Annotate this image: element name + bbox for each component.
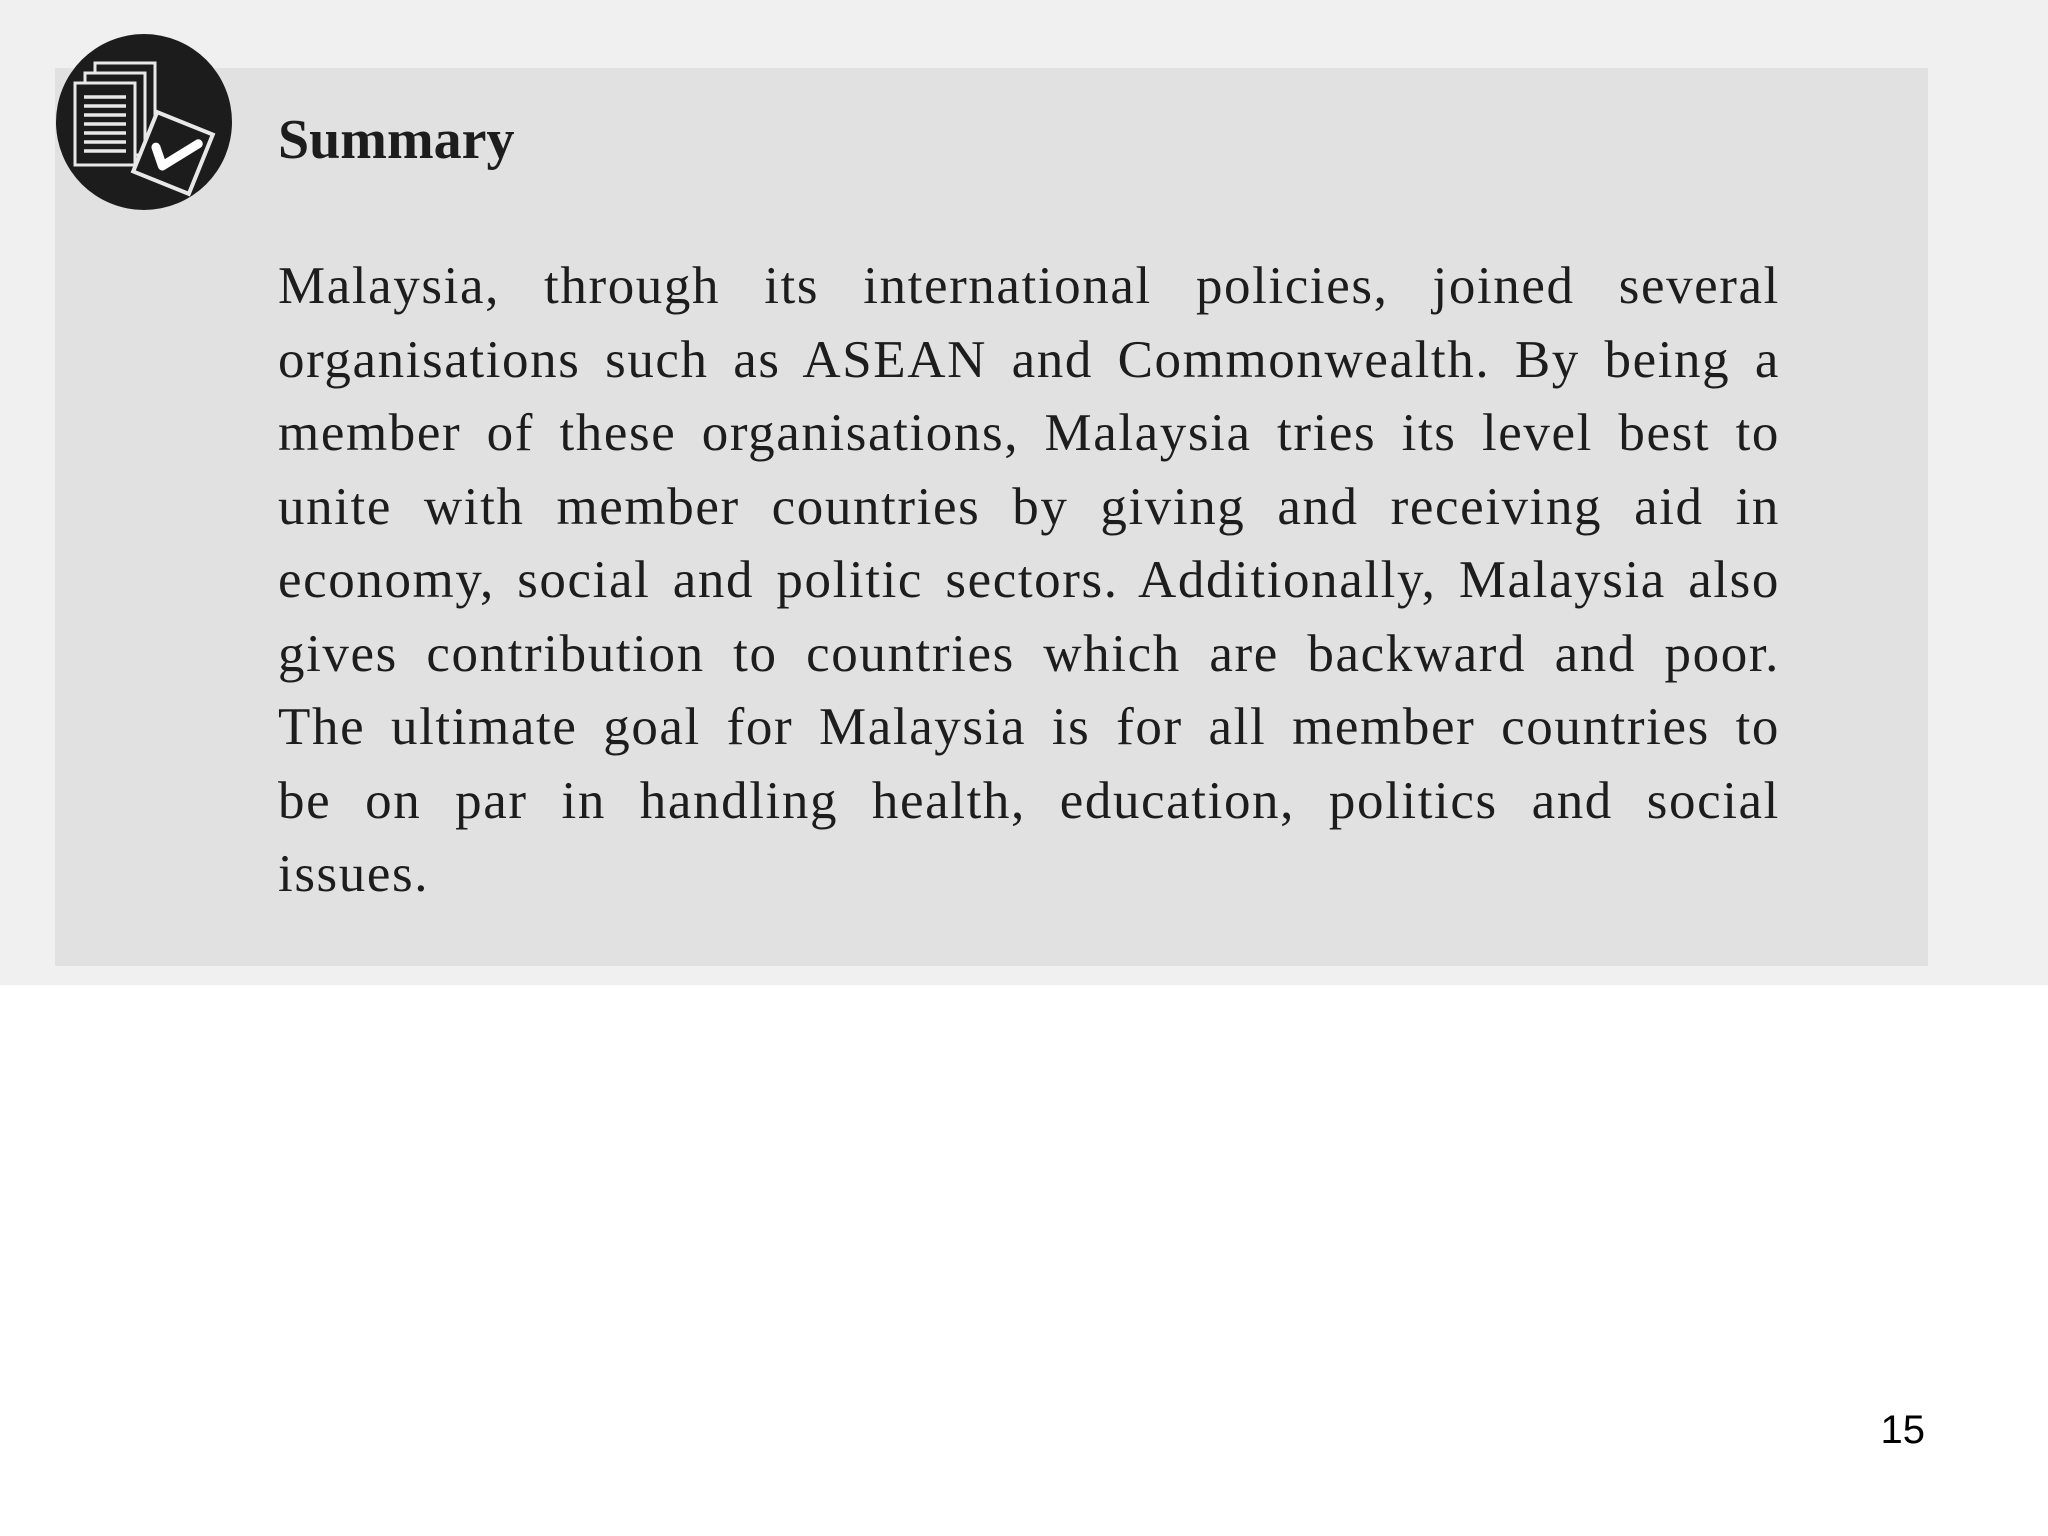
summary-heading: Summary — [278, 109, 515, 171]
page-number: 15 — [1880, 1408, 1925, 1452]
summary-paragraph: Malaysia, through its international policies, joined several organisations such as ASEAN and Commonwealth. By being a member of these organisations, Malaysia tries its level best to unite with member countries by giving and receiving aid in economy, social and politic sectors. Additionally, Malaysia also gives contribution to countries which are backward and poor. The ultimate goal for Malaysia is for all member countries to be on par in handling health, education, politics and social issues. — [278, 257, 1780, 903]
documents-checkmark-icon — [55, 33, 233, 211]
